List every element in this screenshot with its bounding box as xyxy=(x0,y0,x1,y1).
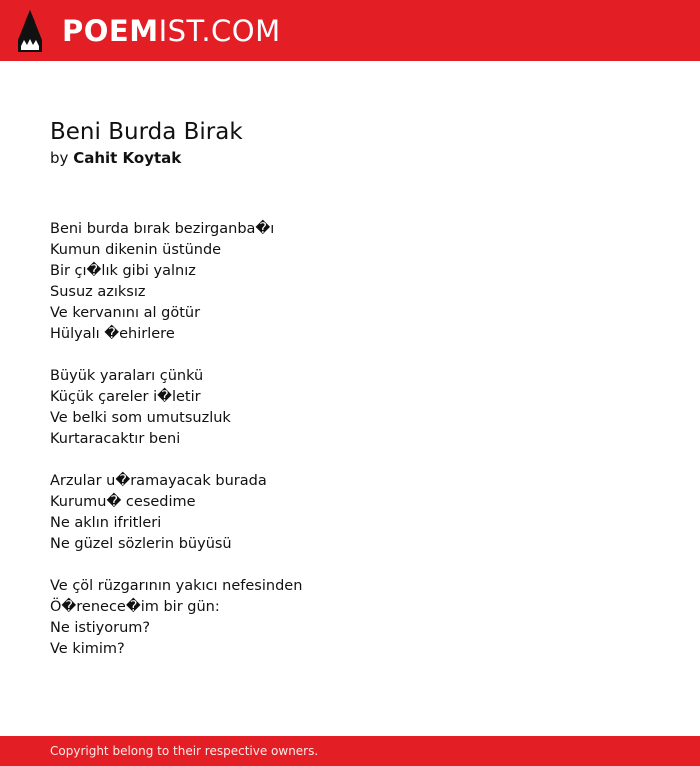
poem-line: Kurumu� cesedime xyxy=(50,494,196,510)
poem-line: Büyük yaraları çünkü xyxy=(50,368,204,384)
poem-line: Küçük çareler i�letir xyxy=(50,389,201,405)
poem-line: Kumun dikenin üstünde xyxy=(50,242,222,258)
pencil-icon[interactable] xyxy=(18,10,42,52)
poem-line: Ve kervanını al götür xyxy=(50,305,201,321)
author-name: Cahit Koytak xyxy=(73,149,182,167)
poem-line: Hülyalı �ehirlere xyxy=(50,326,175,342)
poem-heading xyxy=(50,116,650,168)
poem-title: Beni Burda Birak xyxy=(50,119,243,145)
poem-line: Susuz azıksız xyxy=(50,284,146,300)
logo-light-text: IST.COM xyxy=(158,14,281,48)
stanza xyxy=(50,366,650,450)
poem-body xyxy=(50,219,650,681)
poem-line: Kurtaracaktır beni xyxy=(50,431,181,447)
poem-line: Ve çöl rüzgarının yakıcı nefesinden xyxy=(50,578,303,594)
copyright-text: Copyright belong to their respective owners. xyxy=(50,744,319,758)
stanza xyxy=(50,219,650,345)
poem-line: Ne aklın ifritleri xyxy=(50,515,162,531)
poem-line: Ve kimim? xyxy=(50,641,125,657)
poem-line: Ne istiyorum? xyxy=(50,620,151,636)
byline xyxy=(50,148,650,168)
site-footer xyxy=(0,736,700,766)
by-label: by xyxy=(50,149,69,167)
poem-line: Bir çı�lık gibi yalnız xyxy=(50,263,196,279)
stanza xyxy=(50,471,650,555)
poem-line: Beni burda bırak bezirganba�ı xyxy=(50,221,275,237)
poem-line: Arzular u�ramayacak burada xyxy=(50,473,267,489)
poem-line: Ö�renece�im bir gün: xyxy=(50,599,220,615)
logo-bold-text: POEM xyxy=(62,14,159,48)
stanza xyxy=(50,576,650,660)
site-header xyxy=(0,0,700,61)
poem-line: Ve belki som umutsuzluk xyxy=(50,410,231,426)
poem-line: Ne güzel sözlerin büyüsü xyxy=(50,536,232,552)
site-logo[interactable] xyxy=(62,11,281,51)
